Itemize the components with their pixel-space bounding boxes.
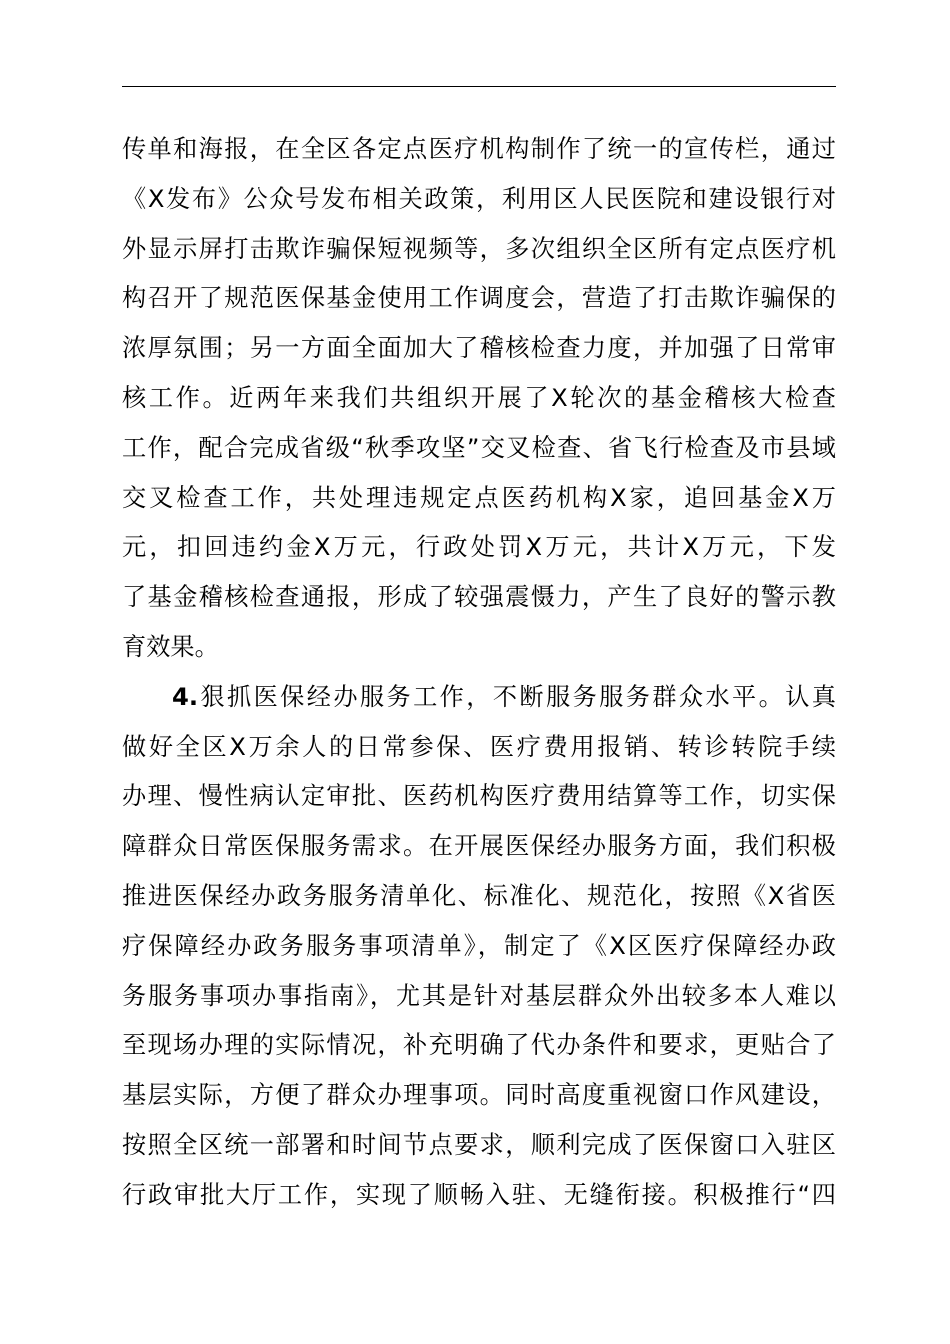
text-line: 《X发布》公众号发布相关政策，利用区人民医院和建设银行对 [122, 184, 836, 213]
text-line: 务服务事项办事指南》，尤其是针对基层群众外出较多本人难以 [122, 981, 836, 1010]
text-line: 工作，配合完成省级“秋季攻坚”交叉检查、省飞行检查及市县域 [122, 433, 836, 462]
text-line: 疗保障经办政务服务事项清单》，制定了《X区医疗保障经办政 [122, 931, 836, 960]
text-line: 浓厚氛围；另一方面全面加大了稽核检查力度，并加强了日常审 [122, 334, 836, 363]
text-line: 行政审批大厅工作，实现了顺畅入驻、无缝衔接。积极推行“四 [122, 1180, 836, 1209]
text-line: 核工作。近两年来我们共组织开展了X轮次的基金稽核大检查 [122, 383, 836, 412]
text-line: 外显示屏打击欺诈骗保短视频等，多次组织全区所有定点医疗机 [122, 234, 836, 263]
text-line: 推进医保经办政务服务清单化、标准化、规范化，按照《X省医 [122, 881, 836, 910]
header-rule [122, 86, 836, 87]
text-line: 办理、慢性病认定审批、医药机构医疗费用结算等工作，切实保 [122, 782, 836, 811]
text-line: 按照全区统一部署和时间节点要求，顺利完成了医保窗口入驻区 [122, 1130, 836, 1159]
paragraph-4-first-line: 狠抓医保经办服务工作，不断服务服务群众水平。认真 [198, 682, 836, 711]
paragraph-4-heading-line [122, 673, 836, 723]
document-body [122, 125, 836, 1221]
text-line: 传单和海报，在全区各定点医疗机构制作了统一的宣传栏，通过 [122, 135, 836, 163]
text-line: 了基金稽核检查通报，形成了较强震慑力，产生了良好的警示教 [122, 583, 836, 612]
text-line: 构召开了规范医保基金使用工作调度会，营造了打击欺诈骗保的 [122, 284, 836, 313]
text-line: 障群众日常医保服务需求。在开展医保经办服务方面，我们积极 [122, 832, 836, 861]
text-line: 至现场办理的实际情况，补充明确了代办条件和要求，更贴合了 [122, 1031, 836, 1060]
paragraph-number: 4. [172, 682, 199, 711]
text-line: 基层实际，方便了群众办理事项。同时高度重视窗口作风建设， [122, 1081, 836, 1110]
text-line: 元，扣回违约金X万元，行政处罚X万元，共计X万元，下发 [122, 533, 836, 562]
text-line: 交叉检查工作，共处理违规定点医药机构X家，追回基金X万 [122, 483, 836, 512]
text-line: 做好全区X万余人的日常参保、医疗费用报销、转诊转院手续 [122, 732, 836, 761]
text-line: 育效果。 [122, 632, 219, 661]
